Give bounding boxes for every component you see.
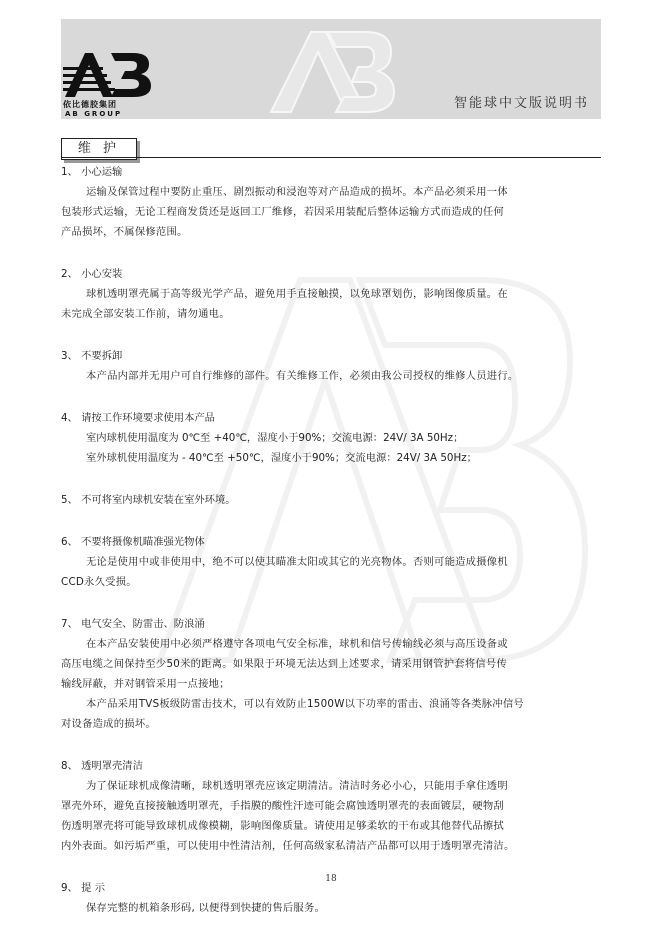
paragraph-line: 伤透明罩壳将可能导致球机成像模糊，影响图像质量。请使用足够柔软的干布或其他替代品擦拭 xyxy=(61,820,504,832)
paragraph-line: 在本产品安装使用中必须严格遵守各项电气安全标准，球机和信号传输线必须与高压设备或 xyxy=(86,638,508,650)
logo-english-name: AB GROUP xyxy=(65,110,123,118)
item-title: 9、 提 示 xyxy=(61,882,105,894)
item-title: 8、 透明罩壳清洁 xyxy=(61,760,143,772)
maintenance-item xyxy=(61,162,606,242)
paragraph-line: 运输及保管过程中要防止重压、剧烈振动和浸泡等对产品造成的损坏。本产品必须采用一体 xyxy=(86,186,508,198)
maintenance-item xyxy=(61,490,606,510)
paragraph-line: 输线屏蔽，并对钢管采用一点接地； xyxy=(61,678,230,690)
item-paragraph xyxy=(61,634,606,694)
maintenance-item xyxy=(61,408,606,468)
item-paragraph xyxy=(61,776,606,856)
paragraph-line: 球机透明罩壳属于高等级光学产品，避免用手直接触摸，以免球罩划伤，影响图像质量。在 xyxy=(86,288,508,300)
maintenance-item xyxy=(61,532,606,592)
item-title: 1、 小心运输 xyxy=(61,166,123,178)
paragraph-line: 无论是使用中或非使用中，绝不可以使其瞄准太阳或其它的光亮物体。否则可能造成摄像机 xyxy=(86,556,508,568)
paragraph-line: CCD永久受损。 xyxy=(61,576,137,588)
paragraph-line: 本产品采用TVS板级防雷击技术，可以有效防止1500W以下功率的雷击、浪涌等各类脉冲信号 xyxy=(86,698,524,710)
maintenance-item xyxy=(61,346,606,386)
item-title: 6、 不要将摄像机瞄准强光物体 xyxy=(61,536,205,548)
page-header xyxy=(61,19,601,119)
maintenance-content xyxy=(61,162,606,940)
section-divider xyxy=(61,157,601,158)
item-paragraph xyxy=(61,284,606,324)
logo-chinese-name: 依比德胶集团 xyxy=(63,100,117,109)
document-title: 智能球中文版说明书 xyxy=(453,96,589,111)
item-paragraph xyxy=(61,898,606,918)
section-title: 维 护 xyxy=(61,138,137,160)
spec-line: 室外球机使用温度为 - 40℃至 +50℃，湿度小于90%；交流电源：24V/ 3A 50Hz； xyxy=(86,452,477,464)
item-paragraph xyxy=(61,694,606,734)
item-title: 2、 小心安装 xyxy=(61,268,123,280)
paragraph-line: 包装形式运输，无论工程商发货还是返回工厂维修，若因采用装配后整体运输方式而造成的任何 xyxy=(61,206,504,218)
paragraph-line: 内外表面。如污垢严重，可以使用中性清洁剂，任何高级家私清洁产品都可以用于透明罩壳清洁。 xyxy=(61,840,515,852)
paragraph-line: 未完成全部安装工作前，请勿通电。 xyxy=(61,308,230,320)
maintenance-item xyxy=(61,878,606,918)
page-number: 18 xyxy=(325,874,337,884)
ab-watermark-icon xyxy=(266,27,396,117)
maintenance-item xyxy=(61,614,606,734)
item-title: 3、 不要拆卸 xyxy=(61,350,123,362)
paragraph-line: 高压电缆之间保持至少50米的距离。如果限于环境无法达到上述要求，请采用钢管护套将信号传 xyxy=(61,658,508,670)
paragraph-line: 对设备造成的损坏。 xyxy=(61,718,156,730)
item-title: 7、 电气安全、防雷击、防浪涌 xyxy=(61,618,205,630)
item-paragraph xyxy=(61,182,606,242)
paragraph-line: 罩壳外环，避免直接接触透明罩壳，手指膜的酸性汗迹可能会腐蚀透明罩壳的表面镀层，硬物刮 xyxy=(61,800,504,812)
item-title: 4、 请按工作环境要求使用本产品 xyxy=(61,412,215,424)
paragraph-line: 本产品内部并无用户可自行维修的部件。有关维修工作，必须由我公司授权的维修人员进行。 xyxy=(86,370,519,382)
maintenance-item xyxy=(61,756,606,856)
paragraph-line: 为了保证球机成像清晰，球机透明罩壳应该定期清洁。清洁时务必小心，只能用手拿住透明 xyxy=(86,780,508,792)
spec-line: 室内球机使用温度为 0℃至 +40℃，湿度小于90%；交流电源：24V/ 3A 50Hz； xyxy=(86,432,464,444)
item-title: 5、 不可将室内球机安装在室外环境。 xyxy=(61,494,236,506)
paragraph-line: 保存完整的机箱条形码, 以便得到快捷的售后服务。 xyxy=(86,902,326,914)
maintenance-item xyxy=(61,264,606,324)
paragraph-line: 产品损坏，不属保修范围。 xyxy=(61,226,188,238)
item-paragraph xyxy=(61,366,606,386)
item-paragraph xyxy=(61,552,606,592)
